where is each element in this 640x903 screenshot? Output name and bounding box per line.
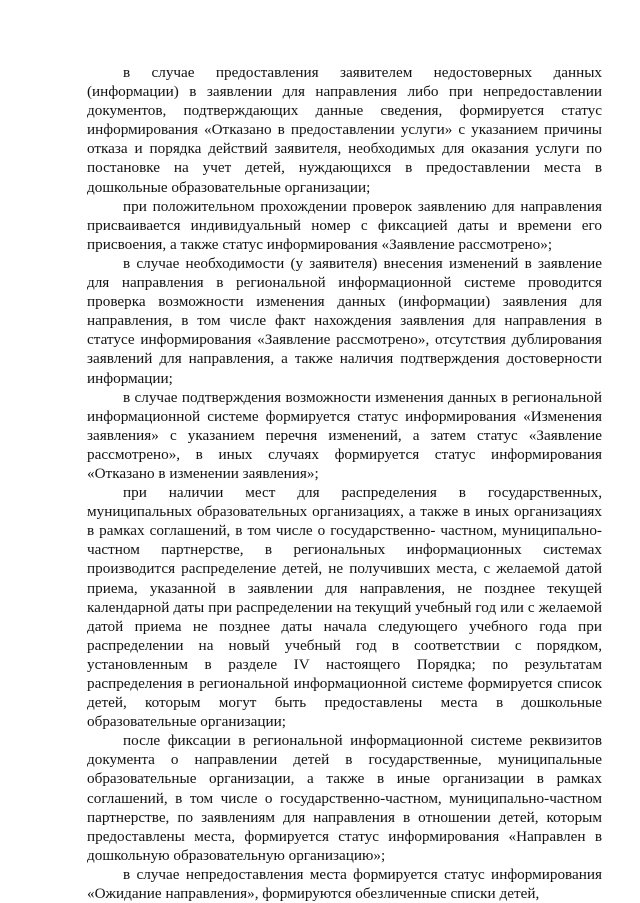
- paragraph-no-place: в случае непредоставления места формируется статус информирования «Ожидание направления», формируются обезличенные списки детей,: [87, 865, 602, 903]
- paragraph-distribution: при наличии мест для распределения в государственных, муниципальных образовательных организациях, а также в иных организациях в рамках соглашений, в том числе о государственно- частном, муниципально-частном партнерстве, в региональных информационных системах производится распределение детей, не получивших места, с желаемой датой приема, указанной в заявлении для направления, не позднее текущей календарной даты при распределении на текущий учебный год или с желаемой датой приема не позднее даты начала следующего учебного года при распределении на новый учебный год в соответствии с порядком, установленным в разделе IV настоящего Порядка; по результатам распределения в региональной информационной системе формируется список детей, которым могут быть предоставлены места в дошкольные образовательные организации;: [87, 484, 602, 731]
- paragraph-changes-confirmed: в случае подтверждения возможности изменения данных в региональной информационной системе формируется статус информирования «Изменения заявления» с указанием перечня изменений, а затем статус «Заявление рассмотрено», в иных случаях формируется статус информирования «Отказано в изменении заявления»;: [87, 388, 602, 482]
- paragraph-changes-needed: в случае необходимости (у заявителя) внесения изменений в заявление для направления в региональной информационной системе проводится проверка возможности изменения данных (информации) заявления для направления, в том числе факт нахождения заявления для направления в статусе информирования «Заявление рассмотрено», отсутствия дублирования заявлений для направления, а также наличия подтверждения достоверности информации;: [87, 254, 602, 387]
- paragraph-referral-fixation: после фиксации в региональной информационной системе реквизитов документа о направлении детей в государственные, муниципальные образовательные организации, а также в иные организации в рамках соглашений, в том числе о государственно-частном, муниципально-частном партнерстве, по заявлениям для направления в отношении детей, которым предоставлены места, формируется статус информирования «Направлен в дошкольную образовательную организацию»;: [87, 732, 602, 864]
- paragraph-positive-check: при положительном прохождении проверок заявлению для направления присваивается индивидуальный номер с фиксацией даты и времени его присвоения, а также статус информирования «Заявление рассмотрено»;: [87, 197, 602, 253]
- paragraph-invalid-data: в случае предоставления заявителем недостоверных данных (информации) в заявлении для направления либо при непредоставлении документов, подтверждающих данные сведения, формируется статус информирования «Отказано в предоставлении услуги» с указанием причины отказа и порядка действий заявителя, необходимых для оказания услуги по постановке на учет детей, нуждающихся в предоставлении места в дошкольные образовательные организации;: [87, 64, 602, 196]
- document-page: [87, 63, 602, 903]
